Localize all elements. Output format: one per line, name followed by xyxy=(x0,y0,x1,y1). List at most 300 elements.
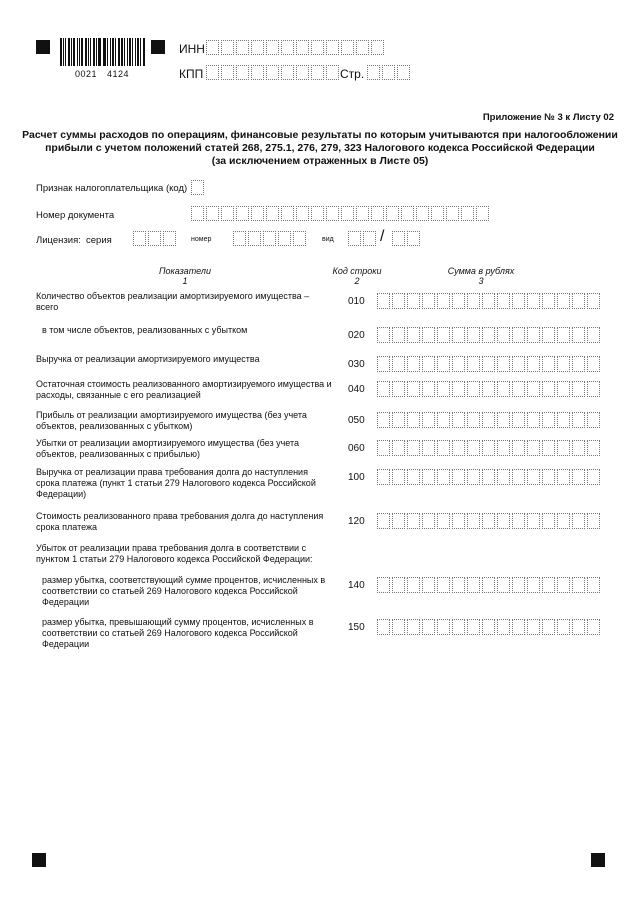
digit-cell[interactable] xyxy=(482,412,495,428)
barcode-bar xyxy=(124,38,125,66)
digit-cell[interactable] xyxy=(467,619,480,635)
barcode-bar xyxy=(93,38,95,66)
license-kind-separator: / xyxy=(380,228,385,245)
digit-cell[interactable] xyxy=(467,293,480,309)
digit-cell[interactable] xyxy=(437,513,450,529)
registration-mark-top-mid xyxy=(151,40,165,54)
license-label: Лицензия: xyxy=(36,235,81,246)
digit-cell[interactable] xyxy=(542,327,555,343)
digit-cell[interactable] xyxy=(482,293,495,309)
barcode-bar xyxy=(112,38,114,66)
row-120-code: 120 xyxy=(348,516,365,527)
digit-cell[interactable] xyxy=(248,231,261,246)
digit-cell[interactable] xyxy=(407,412,420,428)
digit-cell[interactable] xyxy=(527,577,540,593)
digit-cell[interactable] xyxy=(542,293,555,309)
digit-cell[interactable] xyxy=(572,619,585,635)
digit-cell[interactable] xyxy=(278,231,291,246)
digit-cell[interactable] xyxy=(557,412,570,428)
barcode-bar xyxy=(68,38,71,66)
column-header-sum xyxy=(436,266,526,286)
digit-cell[interactable] xyxy=(557,293,570,309)
digit-cell[interactable] xyxy=(422,577,435,593)
license-kind-field-a[interactable] xyxy=(348,231,378,246)
digit-cell[interactable] xyxy=(392,440,405,456)
digit-cell[interactable] xyxy=(293,231,306,246)
digit-cell[interactable] xyxy=(206,65,219,80)
row-100-sum-field[interactable] xyxy=(377,469,602,485)
digit-cell[interactable] xyxy=(356,40,369,55)
digit-cell[interactable] xyxy=(296,40,309,55)
digit-cell[interactable] xyxy=(233,231,246,246)
digit-cell[interactable] xyxy=(482,327,495,343)
digit-cell[interactable] xyxy=(392,469,405,485)
barcode-bar xyxy=(65,38,66,66)
column-header-code-label: Код строки xyxy=(332,266,382,276)
digit-cell[interactable] xyxy=(377,619,390,635)
digit-cell[interactable] xyxy=(461,206,474,221)
digit-cell[interactable] xyxy=(587,412,600,428)
barcode-bar xyxy=(121,38,123,66)
column-header-code xyxy=(328,266,386,286)
digit-cell[interactable] xyxy=(557,577,570,593)
page-title-line-3: (за исключением отраженных в Листе 05) xyxy=(211,155,429,167)
digit-cell[interactable] xyxy=(437,412,450,428)
digit-cell[interactable] xyxy=(281,40,294,55)
digit-cell[interactable] xyxy=(191,206,204,221)
digit-cell[interactable] xyxy=(251,206,264,221)
row-020-sum-field[interactable] xyxy=(377,327,602,343)
digit-cell[interactable] xyxy=(371,206,384,221)
digit-cell[interactable] xyxy=(497,412,510,428)
page-field[interactable] xyxy=(367,65,412,80)
digit-cell[interactable] xyxy=(482,440,495,456)
row-060-label: Убытки от реализации амортизируемого имущества (без учета объектов, реализованных с прибылью) xyxy=(36,438,300,459)
row-010-sum-field[interactable] xyxy=(377,293,602,309)
row-050-code: 050 xyxy=(348,415,365,426)
taxpayer-sign-field[interactable] xyxy=(191,180,206,195)
digit-cell[interactable] xyxy=(557,469,570,485)
digit-cell[interactable] xyxy=(557,619,570,635)
digit-cell[interactable] xyxy=(512,293,525,309)
digit-cell[interactable] xyxy=(587,440,600,456)
row-060-code: 060 xyxy=(348,443,365,454)
digit-cell[interactable] xyxy=(377,469,390,485)
taxpayer-sign-label: Признак налогоплательщика (код) xyxy=(36,183,188,194)
row-060-sum-field[interactable] xyxy=(377,440,602,456)
digit-cell[interactable] xyxy=(542,381,555,397)
page-title-line-2: прибыли с учетом положений статей 268, 275.1, 276, 279, 323 Налогового кодекса Российской Федерации xyxy=(45,142,595,154)
digit-cell[interactable] xyxy=(527,619,540,635)
digit-cell[interactable] xyxy=(377,293,390,309)
digit-cell[interactable] xyxy=(377,356,390,372)
digit-cell[interactable] xyxy=(221,65,234,80)
digit-cell[interactable] xyxy=(542,577,555,593)
row-050-sum-field[interactable] xyxy=(377,412,602,428)
digit-cell[interactable] xyxy=(266,65,279,80)
digit-cell[interactable] xyxy=(587,293,600,309)
row-010-label: Количество объектов реализации амортизируемого имущества – всего xyxy=(36,291,310,312)
digit-cell[interactable] xyxy=(446,206,459,221)
digit-cell[interactable] xyxy=(356,206,369,221)
digit-cell[interactable] xyxy=(542,619,555,635)
row-120-label: Стоимость реализованного права требования долга до наступления срока платежа xyxy=(36,511,324,532)
digit-cell[interactable] xyxy=(527,469,540,485)
digit-cell[interactable] xyxy=(437,293,450,309)
digit-cell[interactable] xyxy=(452,440,465,456)
barcode-bar xyxy=(140,38,141,66)
digit-cell[interactable] xyxy=(482,619,495,635)
column-header-sum-label: Сумма в рублях xyxy=(447,266,515,276)
digit-cell[interactable] xyxy=(512,356,525,372)
barcode-bar xyxy=(79,38,80,66)
digit-cell[interactable] xyxy=(512,381,525,397)
digit-cell[interactable] xyxy=(476,206,489,221)
digit-cell[interactable] xyxy=(482,381,495,397)
digit-cell[interactable] xyxy=(587,469,600,485)
digit-cell[interactable] xyxy=(407,469,420,485)
digit-cell[interactable] xyxy=(407,356,420,372)
row-030-label: Выручка от реализации амортизируемого имущества xyxy=(36,354,260,364)
digit-cell[interactable] xyxy=(452,412,465,428)
digit-cell[interactable] xyxy=(407,440,420,456)
digit-cell[interactable] xyxy=(422,469,435,485)
registration-mark-top-left xyxy=(36,40,50,54)
digit-cell[interactable] xyxy=(542,412,555,428)
digit-cell[interactable] xyxy=(266,206,279,221)
digit-cell[interactable] xyxy=(382,65,395,80)
digit-cell[interactable] xyxy=(512,440,525,456)
barcode-bar xyxy=(88,38,89,66)
digit-cell[interactable] xyxy=(587,619,600,635)
row-050-label: Прибыль от реализации амортизируемого имущества (без учета объектов, реализованных с убытком) xyxy=(36,410,307,431)
digit-cell[interactable] xyxy=(512,577,525,593)
digit-cell[interactable] xyxy=(452,513,465,529)
digit-cell[interactable] xyxy=(236,206,249,221)
license-number-label: номер xyxy=(191,236,212,243)
row-010-code: 010 xyxy=(348,296,365,307)
barcode-bar xyxy=(81,38,83,66)
digit-cell[interactable] xyxy=(512,412,525,428)
digit-cell[interactable] xyxy=(572,356,585,372)
digit-cell[interactable] xyxy=(392,356,405,372)
digit-cell[interactable] xyxy=(587,327,600,343)
row-150-sum-field[interactable] xyxy=(377,619,602,635)
digit-cell[interactable] xyxy=(572,469,585,485)
digit-cell[interactable] xyxy=(587,513,600,529)
digit-cell[interactable] xyxy=(221,40,234,55)
digit-cell[interactable] xyxy=(467,469,480,485)
row-150-code: 150 xyxy=(348,622,365,633)
digit-cell[interactable] xyxy=(133,231,146,246)
barcode-bar xyxy=(132,38,133,66)
digit-cell[interactable] xyxy=(206,40,219,55)
barcode-bar xyxy=(143,38,145,66)
registration-mark-bottom-left xyxy=(32,853,46,867)
barcode-bar xyxy=(107,38,108,66)
digit-cell[interactable] xyxy=(377,381,390,397)
barcode-bar xyxy=(104,38,106,66)
barcode-bar xyxy=(77,38,78,66)
page-label: Стр. xyxy=(340,67,365,81)
row-120-sum-field[interactable] xyxy=(377,513,602,529)
row-100-code: 100 xyxy=(348,472,365,483)
digit-cell[interactable] xyxy=(407,577,420,593)
digit-cell[interactable] xyxy=(326,40,339,55)
digit-cell[interactable] xyxy=(467,412,480,428)
column-header-code-number: 2 xyxy=(354,276,360,286)
barcode-bar xyxy=(103,38,104,66)
digit-cell[interactable] xyxy=(341,40,354,55)
barcode-bar xyxy=(118,38,121,66)
digit-cell[interactable] xyxy=(527,513,540,529)
digit-cell[interactable] xyxy=(407,619,420,635)
digit-cell[interactable] xyxy=(527,440,540,456)
digit-cell[interactable] xyxy=(452,619,465,635)
barcode-bar xyxy=(71,38,72,66)
digit-cell[interactable] xyxy=(482,469,495,485)
digit-cell[interactable] xyxy=(263,231,276,246)
digit-cell[interactable] xyxy=(392,231,405,246)
digit-cell[interactable] xyxy=(407,293,420,309)
digit-cell[interactable] xyxy=(296,206,309,221)
row-020-code: 020 xyxy=(348,330,365,341)
digit-cell[interactable] xyxy=(407,231,420,246)
row-040-code: 040 xyxy=(348,384,365,395)
digit-cell[interactable] xyxy=(236,40,249,55)
row-030-code: 030 xyxy=(348,359,365,370)
license-kind-field-b[interactable] xyxy=(392,231,422,246)
digit-cell[interactable] xyxy=(221,206,234,221)
digit-cell[interactable] xyxy=(557,440,570,456)
digit-cell[interactable] xyxy=(367,65,380,80)
digit-cell[interactable] xyxy=(512,513,525,529)
digit-cell[interactable] xyxy=(281,206,294,221)
digit-cell[interactable] xyxy=(377,412,390,428)
inn-label: ИНН xyxy=(179,42,205,56)
digit-cell[interactable] xyxy=(527,327,540,343)
barcode-bar xyxy=(115,38,116,66)
digit-cell[interactable] xyxy=(572,412,585,428)
digit-cell[interactable] xyxy=(311,65,324,80)
digit-cell[interactable] xyxy=(467,513,480,529)
barcode-bar xyxy=(110,38,111,66)
digit-cell[interactable] xyxy=(437,327,450,343)
row-100-label: Выручка от реализации права требования долга до наступления срока платежа (пункт 1 статьи 279 Налогового кодекса Российской Федерации) xyxy=(36,467,316,499)
digit-cell[interactable] xyxy=(497,619,510,635)
digit-cell[interactable] xyxy=(557,513,570,529)
digit-cell[interactable] xyxy=(557,356,570,372)
digit-cell[interactable] xyxy=(572,381,585,397)
row-header-label: Убыток от реализации права требования долга в соответствии с пунктом 1 статьи 279 Налогового кодекса Российской Федерации: xyxy=(36,543,313,564)
digit-cell[interactable] xyxy=(251,65,264,80)
digit-cell[interactable] xyxy=(467,440,480,456)
digit-cell[interactable] xyxy=(512,469,525,485)
digit-cell[interactable] xyxy=(281,65,294,80)
digit-cell[interactable] xyxy=(407,513,420,529)
digit-cell[interactable] xyxy=(572,577,585,593)
digit-cell[interactable] xyxy=(452,469,465,485)
digit-cell[interactable] xyxy=(452,327,465,343)
row-140-label: размер убытка, соответствующий сумме процентов, исчисленных в соответствии со статьей 269 Налогового кодекса Российской Федерации xyxy=(42,575,326,607)
digit-cell[interactable] xyxy=(296,65,309,80)
digit-cell[interactable] xyxy=(557,327,570,343)
digit-cell[interactable] xyxy=(311,40,324,55)
digit-cell[interactable] xyxy=(512,619,525,635)
digit-cell[interactable] xyxy=(311,206,324,221)
digit-cell[interactable] xyxy=(542,356,555,372)
digit-cell[interactable] xyxy=(392,619,405,635)
digit-cell[interactable] xyxy=(437,356,450,372)
digit-cell[interactable] xyxy=(422,412,435,428)
barcode-bar xyxy=(98,38,101,66)
row-030-sum-field[interactable] xyxy=(377,356,602,372)
digit-cell[interactable] xyxy=(422,619,435,635)
barcode-bar xyxy=(63,38,64,66)
barcode-icon xyxy=(60,38,146,66)
digit-cell[interactable] xyxy=(377,440,390,456)
digit-cell[interactable] xyxy=(377,577,390,593)
digit-cell[interactable] xyxy=(266,40,279,55)
column-header-sum-number: 3 xyxy=(478,276,484,286)
digit-cell[interactable] xyxy=(527,293,540,309)
digit-cell[interactable] xyxy=(497,293,510,309)
digit-cell[interactable] xyxy=(512,327,525,343)
digit-cell[interactable] xyxy=(497,381,510,397)
digit-cell[interactable] xyxy=(587,356,600,372)
digit-cell[interactable] xyxy=(527,356,540,372)
row-140-sum-field[interactable] xyxy=(377,577,602,593)
digit-cell[interactable] xyxy=(377,513,390,529)
digit-cell[interactable] xyxy=(148,231,161,246)
digit-cell[interactable] xyxy=(557,381,570,397)
digit-cell[interactable] xyxy=(437,469,450,485)
digit-cell[interactable] xyxy=(452,356,465,372)
digit-cell[interactable] xyxy=(363,231,376,246)
digit-cell[interactable] xyxy=(572,513,585,529)
digit-cell[interactable] xyxy=(482,513,495,529)
digit-cell[interactable] xyxy=(572,327,585,343)
digit-cell[interactable] xyxy=(392,577,405,593)
row-150-label: размер убытка, превышающий сумму процентов, исчисленных в соответствии со статьей 269 Налогового кодекса Российской Федерации xyxy=(42,617,314,649)
license-series-field[interactable] xyxy=(133,231,178,246)
inn-field[interactable] xyxy=(206,40,386,55)
digit-cell[interactable] xyxy=(236,65,249,80)
barcode-bar xyxy=(135,38,136,66)
digit-cell[interactable] xyxy=(392,293,405,309)
digit-cell[interactable] xyxy=(497,513,510,529)
license-kind-label: вид xyxy=(322,236,334,243)
barcode-bar xyxy=(129,38,131,66)
barcode-bar xyxy=(137,38,140,66)
digit-cell[interactable] xyxy=(348,231,361,246)
barcode-bar xyxy=(85,38,88,66)
doc-number-field[interactable] xyxy=(191,206,491,221)
digit-cell[interactable] xyxy=(497,356,510,372)
digit-cell[interactable] xyxy=(407,327,420,343)
digit-cell[interactable] xyxy=(437,577,450,593)
barcode-bar xyxy=(96,38,97,66)
digit-cell[interactable] xyxy=(467,356,480,372)
page-title-line-1: Расчет суммы расходов по операциям, финансовые результаты по которым учитываются при налогообложении xyxy=(22,129,618,141)
barcode-bar xyxy=(60,38,62,66)
digit-cell[interactable] xyxy=(572,440,585,456)
digit-cell[interactable] xyxy=(467,381,480,397)
row-020-label: в том числе объектов, реализованных с убытком xyxy=(42,325,248,335)
digit-cell[interactable] xyxy=(401,206,414,221)
digit-cell[interactable] xyxy=(527,381,540,397)
digit-cell[interactable] xyxy=(497,577,510,593)
digit-cell[interactable] xyxy=(437,619,450,635)
digit-cell[interactable] xyxy=(452,381,465,397)
digit-cell[interactable] xyxy=(392,513,405,529)
digit-cell[interactable] xyxy=(437,381,450,397)
barcode-bar xyxy=(90,38,91,66)
digit-cell[interactable] xyxy=(467,327,480,343)
digit-cell[interactable] xyxy=(392,412,405,428)
column-header-indicators xyxy=(140,266,230,286)
digit-cell[interactable] xyxy=(422,381,435,397)
digit-cell[interactable] xyxy=(482,577,495,593)
digit-cell[interactable] xyxy=(392,381,405,397)
digit-cell[interactable] xyxy=(422,327,435,343)
digit-cell[interactable] xyxy=(422,293,435,309)
digit-cell[interactable] xyxy=(251,40,264,55)
digit-cell[interactable] xyxy=(542,469,555,485)
digit-cell[interactable] xyxy=(431,206,444,221)
digit-cell[interactable] xyxy=(587,577,600,593)
digit-cell[interactable] xyxy=(452,293,465,309)
digit-cell[interactable] xyxy=(326,206,339,221)
digit-cell[interactable] xyxy=(191,180,204,195)
digit-cell[interactable] xyxy=(416,206,429,221)
digit-cell[interactable] xyxy=(572,293,585,309)
license-series-label: серия xyxy=(86,235,112,246)
digit-cell[interactable] xyxy=(371,40,384,55)
barcode-bar xyxy=(127,38,128,66)
registration-mark-bottom-right xyxy=(591,853,605,867)
digit-cell[interactable] xyxy=(497,440,510,456)
digit-cell[interactable] xyxy=(326,65,339,80)
digit-cell[interactable] xyxy=(437,440,450,456)
digit-cell[interactable] xyxy=(422,513,435,529)
digit-cell[interactable] xyxy=(407,381,420,397)
column-header-indicators-number: 1 xyxy=(182,276,188,286)
digit-cell[interactable] xyxy=(377,327,390,343)
digit-cell[interactable] xyxy=(452,577,465,593)
digit-cell[interactable] xyxy=(527,412,540,428)
digit-cell[interactable] xyxy=(386,206,399,221)
digit-cell[interactable] xyxy=(497,327,510,343)
digit-cell[interactable] xyxy=(542,513,555,529)
digit-cell[interactable] xyxy=(422,440,435,456)
kpp-field[interactable] xyxy=(206,65,341,80)
digit-cell[interactable] xyxy=(392,327,405,343)
digit-cell[interactable] xyxy=(542,440,555,456)
digit-cell[interactable] xyxy=(163,231,176,246)
digit-cell[interactable] xyxy=(467,577,480,593)
row-040-sum-field[interactable] xyxy=(377,381,602,397)
license-number-field[interactable] xyxy=(233,231,308,246)
digit-cell[interactable] xyxy=(482,356,495,372)
digit-cell[interactable] xyxy=(497,469,510,485)
digit-cell[interactable] xyxy=(422,356,435,372)
digit-cell[interactable] xyxy=(587,381,600,397)
digit-cell[interactable] xyxy=(397,65,410,80)
digit-cell[interactable] xyxy=(341,206,354,221)
column-header-indicators-label: Показатели xyxy=(159,266,211,276)
digit-cell[interactable] xyxy=(206,206,219,221)
